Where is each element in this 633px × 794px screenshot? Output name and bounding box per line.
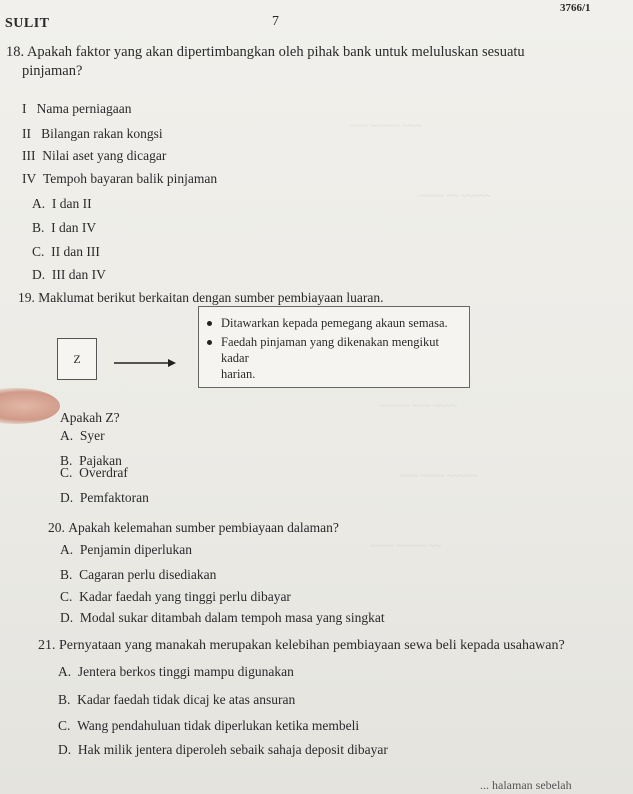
finger-thumb [0, 388, 60, 424]
diagram-box-z: Z [57, 338, 97, 380]
statement-2: II Bilangan rakan kongsi [22, 126, 163, 141]
question-20-stem: 20. Apakah kelemahan sumber pembiayaan dalaman? [48, 520, 339, 535]
page-number: 7 [272, 14, 279, 29]
q18-option-d[interactable]: D. III dan IV [32, 267, 106, 282]
show-through-text: ~~~~ ~~~~~ ~~ [370, 540, 441, 552]
q20-option-c[interactable]: C. Kadar faedah yang tinggi perlu dibayar [60, 589, 291, 604]
question-19-stem: 19. Maklumat berikut berkaitan dengan sumber pembiayaan luaran. [18, 290, 384, 305]
q21-option-c[interactable]: C. Wang pendahuluan tidak diperlukan ketika membeli [58, 718, 360, 733]
paper-code: 3766/1 [560, 2, 591, 14]
arrow-right-icon [114, 358, 176, 368]
q20-option-d[interactable]: D. Modal sukar ditambah dalam tempoh masa yang singkat [60, 610, 385, 625]
info-point-2-cont: harian. [221, 367, 256, 381]
q21-option-a[interactable]: A. Jentera berkos tinggi mampu digunakan [58, 664, 294, 679]
q18-option-a[interactable]: A. I dan II [32, 196, 92, 211]
show-through-text: ~~~~ ~~ ~~~~~ [420, 190, 491, 202]
q18-option-c[interactable]: C. II dan III [32, 244, 100, 259]
q20-option-b[interactable]: B. Cagaran perlu disediakan [60, 567, 217, 582]
info-point-1: Ditawarkan kepada pemegang akaun semasa. [221, 315, 469, 331]
info-point-2: Faedah pinjaman yang dikenakan mengikut kadar [221, 334, 469, 366]
q18-option-b[interactable]: B. I dan IV [32, 220, 97, 235]
question-18-stem-line2: pinjaman? [22, 63, 83, 79]
q19-option-d[interactable]: D. Pemfaktoran [60, 490, 149, 505]
q19-option-b[interactable]: B. Pajakan [60, 453, 122, 468]
q20-option-a[interactable]: A. Penjamin diperlukan [60, 542, 192, 557]
statement-3: III Nilai aset yang dicagar [22, 148, 167, 163]
q21-option-d[interactable]: D. Hak milik jentera diperoleh sebaik sahaja deposit dibayar [58, 742, 388, 757]
question-19-prompt: Apakah Z? [60, 410, 120, 425]
question-21-stem: 21. Pernyataan yang manakah merupakan kelebihan pembiayaan sewa beli kepada usahawan? [38, 638, 565, 653]
question-18-text-line1: Apakah faktor yang akan dipertimbangkan oleh pihak bank untuk meluluskan sesuatu [26, 44, 525, 60]
show-through-text: ~~~ ~~~~ ~~~~~ [400, 470, 477, 482]
footer-continuation: ... halaman sebelah [480, 778, 572, 792]
question-18-number: 18. [6, 44, 25, 60]
q19-option-a[interactable]: A. Syer [60, 428, 105, 443]
statement-4: IV Tempoh bayaran balik pinjaman [22, 171, 218, 186]
header-label: SULIT [5, 16, 50, 31]
diagram-info-box [198, 306, 470, 388]
q19-option-c[interactable]: C. Overdraf [60, 465, 128, 480]
statement-1: I Nama perniagaan [22, 101, 132, 116]
q21-option-b[interactable]: B. Kadar faedah tidak dicaj ke atas ansuran [58, 692, 296, 707]
show-through-text: ~~~ ~~~~~ ~~~ [350, 120, 421, 132]
question-18-stem-line1 [6, 44, 525, 61]
show-through-text: ~~~~~ ~~~ ~~~~ [380, 400, 457, 412]
